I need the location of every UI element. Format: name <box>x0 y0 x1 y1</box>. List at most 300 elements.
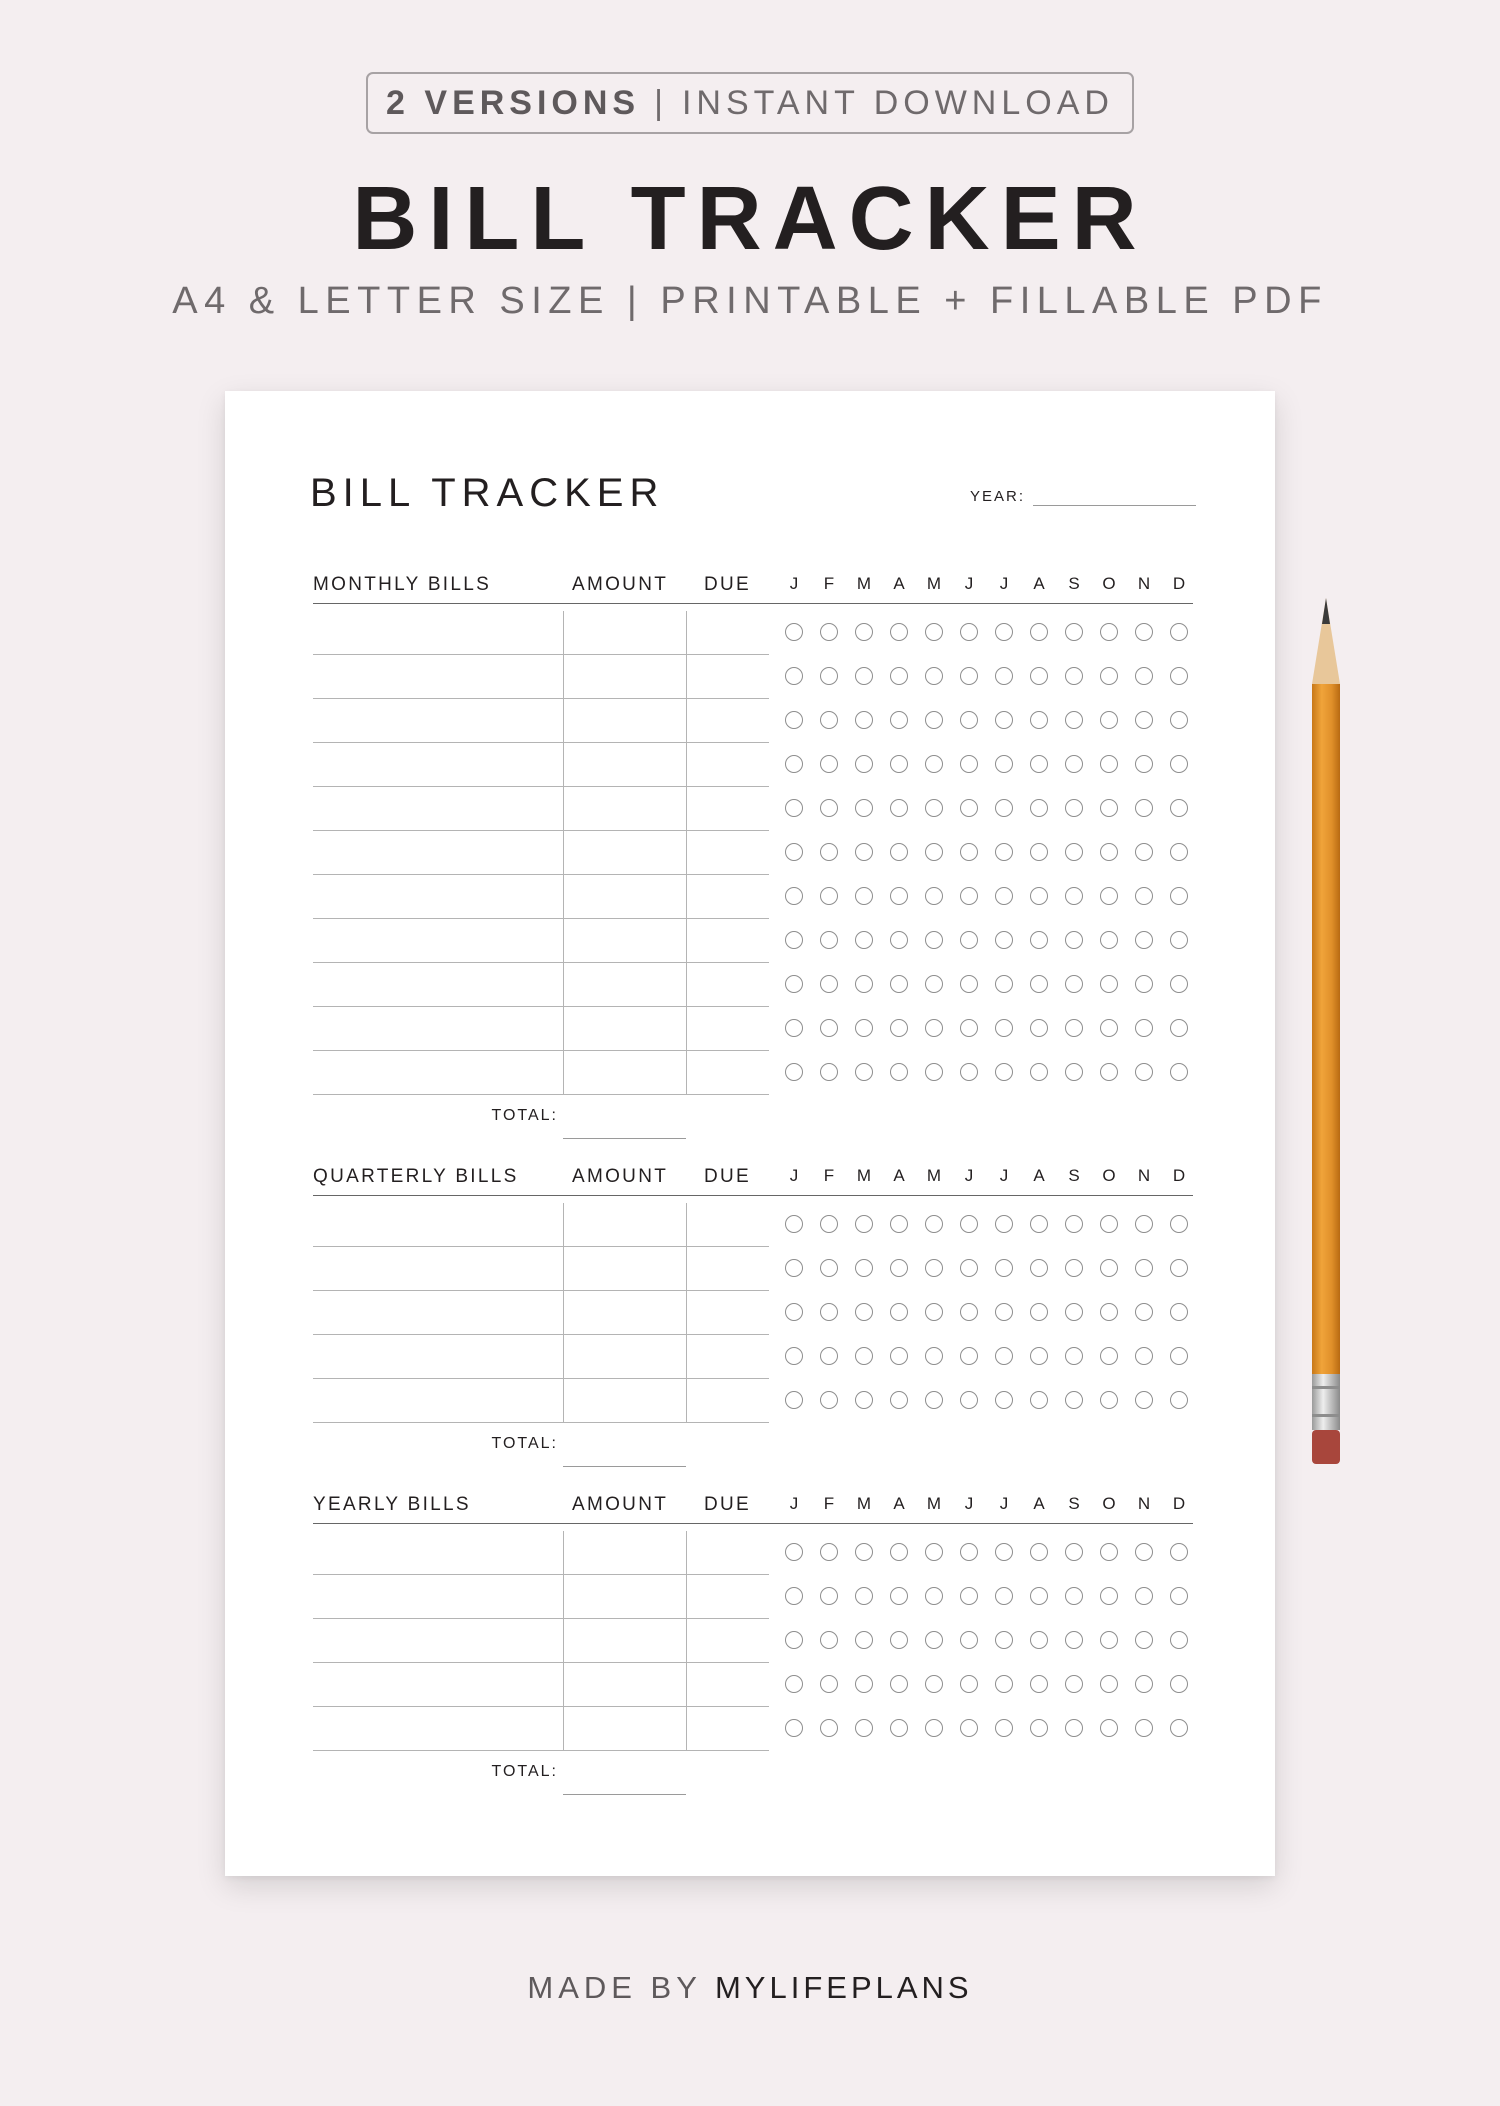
paid-checkbox[interactable] <box>1170 667 1188 685</box>
due-field[interactable] <box>687 1575 769 1619</box>
paid-checkbox[interactable] <box>890 931 908 949</box>
paid-checkbox[interactable] <box>960 887 978 905</box>
paid-checkbox[interactable] <box>1135 1063 1153 1081</box>
paid-checkbox[interactable] <box>925 755 943 773</box>
paid-checkbox[interactable] <box>1065 1019 1083 1037</box>
paid-checkbox[interactable] <box>890 623 908 641</box>
paid-checkbox[interactable] <box>785 1631 803 1649</box>
paid-checkbox[interactable] <box>820 1347 838 1365</box>
due-field[interactable] <box>687 655 769 699</box>
paid-checkbox[interactable] <box>1135 1587 1153 1605</box>
paid-checkbox[interactable] <box>785 623 803 641</box>
paid-checkbox[interactable] <box>855 843 873 861</box>
paid-checkbox[interactable] <box>925 1391 943 1409</box>
paid-checkbox[interactable] <box>1135 1631 1153 1649</box>
year-field[interactable] <box>1033 505 1196 506</box>
paid-checkbox[interactable] <box>995 1019 1013 1037</box>
paid-checkbox[interactable] <box>960 975 978 993</box>
amount-field[interactable] <box>563 1203 687 1247</box>
paid-checkbox[interactable] <box>1030 1259 1048 1277</box>
amount-field[interactable] <box>563 1619 687 1663</box>
paid-checkbox[interactable] <box>1135 623 1153 641</box>
paid-checkbox[interactable] <box>1100 1719 1118 1737</box>
amount-field[interactable] <box>563 1335 687 1379</box>
paid-checkbox[interactable] <box>890 1063 908 1081</box>
paid-checkbox[interactable] <box>960 1719 978 1737</box>
paid-checkbox[interactable] <box>960 1303 978 1321</box>
paid-checkbox[interactable] <box>1030 975 1048 993</box>
paid-checkbox[interactable] <box>1100 1631 1118 1649</box>
paid-checkbox[interactable] <box>1065 623 1083 641</box>
paid-checkbox[interactable] <box>1065 755 1083 773</box>
paid-checkbox[interactable] <box>820 887 838 905</box>
paid-checkbox[interactable] <box>785 1587 803 1605</box>
paid-checkbox[interactable] <box>960 623 978 641</box>
due-field[interactable] <box>687 743 769 787</box>
paid-checkbox[interactable] <box>1030 1719 1048 1737</box>
total-field[interactable] <box>563 1794 686 1795</box>
amount-field[interactable] <box>563 655 687 699</box>
paid-checkbox[interactable] <box>1030 667 1048 685</box>
paid-checkbox[interactable] <box>785 975 803 993</box>
amount-field[interactable] <box>563 1707 687 1751</box>
paid-checkbox[interactable] <box>995 1215 1013 1233</box>
paid-checkbox[interactable] <box>785 1303 803 1321</box>
bill-name-field[interactable] <box>313 743 563 787</box>
paid-checkbox[interactable] <box>890 711 908 729</box>
paid-checkbox[interactable] <box>1030 887 1048 905</box>
amount-field[interactable] <box>563 787 687 831</box>
due-field[interactable] <box>687 1291 769 1335</box>
paid-checkbox[interactable] <box>960 1019 978 1037</box>
paid-checkbox[interactable] <box>785 843 803 861</box>
due-field[interactable] <box>687 611 769 655</box>
paid-checkbox[interactable] <box>785 711 803 729</box>
paid-checkbox[interactable] <box>995 1675 1013 1693</box>
paid-checkbox[interactable] <box>1030 1543 1048 1561</box>
paid-checkbox[interactable] <box>925 1347 943 1365</box>
bill-name-field[interactable] <box>313 611 563 655</box>
paid-checkbox[interactable] <box>960 1063 978 1081</box>
paid-checkbox[interactable] <box>1065 1303 1083 1321</box>
paid-checkbox[interactable] <box>1030 1063 1048 1081</box>
paid-checkbox[interactable] <box>1065 667 1083 685</box>
paid-checkbox[interactable] <box>1135 1019 1153 1037</box>
paid-checkbox[interactable] <box>995 1543 1013 1561</box>
paid-checkbox[interactable] <box>820 1675 838 1693</box>
paid-checkbox[interactable] <box>1100 711 1118 729</box>
paid-checkbox[interactable] <box>855 887 873 905</box>
paid-checkbox[interactable] <box>1065 1631 1083 1649</box>
paid-checkbox[interactable] <box>1135 1719 1153 1737</box>
paid-checkbox[interactable] <box>1030 711 1048 729</box>
amount-field[interactable] <box>563 1379 687 1423</box>
paid-checkbox[interactable] <box>820 1259 838 1277</box>
paid-checkbox[interactable] <box>960 755 978 773</box>
total-field[interactable] <box>563 1138 686 1139</box>
paid-checkbox[interactable] <box>1135 1391 1153 1409</box>
paid-checkbox[interactable] <box>820 1631 838 1649</box>
paid-checkbox[interactable] <box>855 711 873 729</box>
paid-checkbox[interactable] <box>1100 975 1118 993</box>
paid-checkbox[interactable] <box>1135 667 1153 685</box>
paid-checkbox[interactable] <box>995 975 1013 993</box>
paid-checkbox[interactable] <box>1170 1063 1188 1081</box>
paid-checkbox[interactable] <box>1100 1391 1118 1409</box>
paid-checkbox[interactable] <box>1065 1587 1083 1605</box>
paid-checkbox[interactable] <box>925 1587 943 1605</box>
bill-name-field[interactable] <box>313 1619 563 1663</box>
paid-checkbox[interactable] <box>1065 1543 1083 1561</box>
bill-name-field[interactable] <box>313 1663 563 1707</box>
due-field[interactable] <box>687 919 769 963</box>
paid-checkbox[interactable] <box>890 1215 908 1233</box>
paid-checkbox[interactable] <box>820 931 838 949</box>
paid-checkbox[interactable] <box>1135 711 1153 729</box>
amount-field[interactable] <box>563 699 687 743</box>
paid-checkbox[interactable] <box>995 1391 1013 1409</box>
paid-checkbox[interactable] <box>1170 1347 1188 1365</box>
paid-checkbox[interactable] <box>995 887 1013 905</box>
paid-checkbox[interactable] <box>785 931 803 949</box>
paid-checkbox[interactable] <box>925 1303 943 1321</box>
paid-checkbox[interactable] <box>1065 799 1083 817</box>
amount-field[interactable] <box>563 743 687 787</box>
paid-checkbox[interactable] <box>855 1019 873 1037</box>
paid-checkbox[interactable] <box>1135 1347 1153 1365</box>
amount-field[interactable] <box>563 1663 687 1707</box>
paid-checkbox[interactable] <box>785 1719 803 1737</box>
paid-checkbox[interactable] <box>1135 843 1153 861</box>
bill-name-field[interactable] <box>313 1531 563 1575</box>
bill-name-field[interactable] <box>313 919 563 963</box>
paid-checkbox[interactable] <box>1170 1587 1188 1605</box>
paid-checkbox[interactable] <box>785 667 803 685</box>
paid-checkbox[interactable] <box>855 667 873 685</box>
paid-checkbox[interactable] <box>960 1347 978 1365</box>
paid-checkbox[interactable] <box>960 1391 978 1409</box>
paid-checkbox[interactable] <box>995 799 1013 817</box>
paid-checkbox[interactable] <box>1100 1303 1118 1321</box>
paid-checkbox[interactable] <box>1170 1019 1188 1037</box>
paid-checkbox[interactable] <box>1065 1259 1083 1277</box>
paid-checkbox[interactable] <box>1030 1631 1048 1649</box>
paid-checkbox[interactable] <box>785 1391 803 1409</box>
paid-checkbox[interactable] <box>1100 931 1118 949</box>
paid-checkbox[interactable] <box>1030 1215 1048 1233</box>
paid-checkbox[interactable] <box>925 1259 943 1277</box>
amount-field[interactable] <box>563 1291 687 1335</box>
amount-field[interactable] <box>563 611 687 655</box>
due-field[interactable] <box>687 1531 769 1575</box>
paid-checkbox[interactable] <box>1170 1391 1188 1409</box>
paid-checkbox[interactable] <box>1170 1719 1188 1737</box>
paid-checkbox[interactable] <box>1100 799 1118 817</box>
paid-checkbox[interactable] <box>1100 1215 1118 1233</box>
paid-checkbox[interactable] <box>820 1719 838 1737</box>
paid-checkbox[interactable] <box>1170 843 1188 861</box>
bill-name-field[interactable] <box>313 655 563 699</box>
amount-field[interactable] <box>563 1575 687 1619</box>
paid-checkbox[interactable] <box>855 623 873 641</box>
paid-checkbox[interactable] <box>1065 887 1083 905</box>
paid-checkbox[interactable] <box>855 1391 873 1409</box>
paid-checkbox[interactable] <box>1135 887 1153 905</box>
amount-field[interactable] <box>563 875 687 919</box>
paid-checkbox[interactable] <box>890 799 908 817</box>
paid-checkbox[interactable] <box>1100 1347 1118 1365</box>
paid-checkbox[interactable] <box>1135 975 1153 993</box>
paid-checkbox[interactable] <box>995 755 1013 773</box>
paid-checkbox[interactable] <box>785 1063 803 1081</box>
paid-checkbox[interactable] <box>995 711 1013 729</box>
paid-checkbox[interactable] <box>785 1543 803 1561</box>
paid-checkbox[interactable] <box>925 1631 943 1649</box>
paid-checkbox[interactable] <box>925 975 943 993</box>
paid-checkbox[interactable] <box>820 1215 838 1233</box>
due-field[interactable] <box>687 1051 769 1095</box>
paid-checkbox[interactable] <box>1065 711 1083 729</box>
paid-checkbox[interactable] <box>1135 755 1153 773</box>
paid-checkbox[interactable] <box>1170 887 1188 905</box>
paid-checkbox[interactable] <box>1100 1259 1118 1277</box>
paid-checkbox[interactable] <box>1170 975 1188 993</box>
due-field[interactable] <box>687 699 769 743</box>
bill-name-field[interactable] <box>313 1051 563 1095</box>
paid-checkbox[interactable] <box>890 667 908 685</box>
paid-checkbox[interactable] <box>890 975 908 993</box>
paid-checkbox[interactable] <box>1100 1063 1118 1081</box>
paid-checkbox[interactable] <box>1100 1019 1118 1037</box>
paid-checkbox[interactable] <box>1135 1259 1153 1277</box>
bill-name-field[interactable] <box>313 875 563 919</box>
total-field[interactable] <box>563 1466 686 1467</box>
paid-checkbox[interactable] <box>1170 755 1188 773</box>
due-field[interactable] <box>687 1335 769 1379</box>
paid-checkbox[interactable] <box>1030 1391 1048 1409</box>
paid-checkbox[interactable] <box>820 1587 838 1605</box>
paid-checkbox[interactable] <box>820 755 838 773</box>
amount-field[interactable] <box>563 963 687 1007</box>
paid-checkbox[interactable] <box>1065 1347 1083 1365</box>
bill-name-field[interactable] <box>313 1575 563 1619</box>
bill-name-field[interactable] <box>313 1335 563 1379</box>
paid-checkbox[interactable] <box>820 711 838 729</box>
paid-checkbox[interactable] <box>890 1347 908 1365</box>
paid-checkbox[interactable] <box>1170 1543 1188 1561</box>
paid-checkbox[interactable] <box>925 887 943 905</box>
paid-checkbox[interactable] <box>855 1543 873 1561</box>
paid-checkbox[interactable] <box>1135 1215 1153 1233</box>
bill-name-field[interactable] <box>313 699 563 743</box>
bill-name-field[interactable] <box>313 1007 563 1051</box>
paid-checkbox[interactable] <box>1065 1719 1083 1737</box>
paid-checkbox[interactable] <box>1170 931 1188 949</box>
paid-checkbox[interactable] <box>785 1675 803 1693</box>
paid-checkbox[interactable] <box>1065 975 1083 993</box>
paid-checkbox[interactable] <box>925 843 943 861</box>
paid-checkbox[interactable] <box>820 975 838 993</box>
paid-checkbox[interactable] <box>925 1019 943 1037</box>
paid-checkbox[interactable] <box>925 623 943 641</box>
paid-checkbox[interactable] <box>1065 1675 1083 1693</box>
paid-checkbox[interactable] <box>925 1719 943 1737</box>
paid-checkbox[interactable] <box>890 1259 908 1277</box>
paid-checkbox[interactable] <box>960 667 978 685</box>
due-field[interactable] <box>687 1663 769 1707</box>
paid-checkbox[interactable] <box>890 887 908 905</box>
paid-checkbox[interactable] <box>1170 1303 1188 1321</box>
paid-checkbox[interactable] <box>785 1019 803 1037</box>
paid-checkbox[interactable] <box>890 1543 908 1561</box>
due-field[interactable] <box>687 1619 769 1663</box>
paid-checkbox[interactable] <box>785 887 803 905</box>
paid-checkbox[interactable] <box>995 623 1013 641</box>
paid-checkbox[interactable] <box>855 1631 873 1649</box>
bill-name-field[interactable] <box>313 1707 563 1751</box>
paid-checkbox[interactable] <box>855 1259 873 1277</box>
paid-checkbox[interactable] <box>855 1347 873 1365</box>
paid-checkbox[interactable] <box>960 843 978 861</box>
paid-checkbox[interactable] <box>785 1215 803 1233</box>
paid-checkbox[interactable] <box>890 1303 908 1321</box>
paid-checkbox[interactable] <box>1030 1675 1048 1693</box>
due-field[interactable] <box>687 1379 769 1423</box>
paid-checkbox[interactable] <box>960 1259 978 1277</box>
paid-checkbox[interactable] <box>960 1215 978 1233</box>
amount-field[interactable] <box>563 919 687 963</box>
paid-checkbox[interactable] <box>960 1631 978 1649</box>
paid-checkbox[interactable] <box>1065 843 1083 861</box>
paid-checkbox[interactable] <box>995 931 1013 949</box>
amount-field[interactable] <box>563 1247 687 1291</box>
paid-checkbox[interactable] <box>925 667 943 685</box>
paid-checkbox[interactable] <box>1030 1019 1048 1037</box>
paid-checkbox[interactable] <box>995 1631 1013 1649</box>
paid-checkbox[interactable] <box>995 1719 1013 1737</box>
paid-checkbox[interactable] <box>855 1063 873 1081</box>
paid-checkbox[interactable] <box>890 1719 908 1737</box>
due-field[interactable] <box>687 1007 769 1051</box>
paid-checkbox[interactable] <box>855 1303 873 1321</box>
bill-name-field[interactable] <box>313 1203 563 1247</box>
paid-checkbox[interactable] <box>1100 887 1118 905</box>
paid-checkbox[interactable] <box>785 1259 803 1277</box>
paid-checkbox[interactable] <box>1170 1215 1188 1233</box>
paid-checkbox[interactable] <box>925 931 943 949</box>
paid-checkbox[interactable] <box>890 1587 908 1605</box>
bill-name-field[interactable] <box>313 1379 563 1423</box>
paid-checkbox[interactable] <box>960 1675 978 1693</box>
paid-checkbox[interactable] <box>960 799 978 817</box>
paid-checkbox[interactable] <box>995 1587 1013 1605</box>
paid-checkbox[interactable] <box>855 799 873 817</box>
due-field[interactable] <box>687 1247 769 1291</box>
bill-name-field[interactable] <box>313 963 563 1007</box>
due-field[interactable] <box>687 1203 769 1247</box>
paid-checkbox[interactable] <box>820 799 838 817</box>
amount-field[interactable] <box>563 831 687 875</box>
paid-checkbox[interactable] <box>785 1347 803 1365</box>
paid-checkbox[interactable] <box>960 711 978 729</box>
paid-checkbox[interactable] <box>1030 1303 1048 1321</box>
due-field[interactable] <box>687 1707 769 1751</box>
paid-checkbox[interactable] <box>995 1347 1013 1365</box>
paid-checkbox[interactable] <box>890 1675 908 1693</box>
paid-checkbox[interactable] <box>1065 1215 1083 1233</box>
paid-checkbox[interactable] <box>855 975 873 993</box>
paid-checkbox[interactable] <box>1135 799 1153 817</box>
paid-checkbox[interactable] <box>1170 623 1188 641</box>
paid-checkbox[interactable] <box>1030 1347 1048 1365</box>
paid-checkbox[interactable] <box>890 843 908 861</box>
paid-checkbox[interactable] <box>855 1675 873 1693</box>
paid-checkbox[interactable] <box>1030 799 1048 817</box>
paid-checkbox[interactable] <box>1065 931 1083 949</box>
paid-checkbox[interactable] <box>855 1215 873 1233</box>
paid-checkbox[interactable] <box>1100 623 1118 641</box>
paid-checkbox[interactable] <box>1100 755 1118 773</box>
paid-checkbox[interactable] <box>1170 1259 1188 1277</box>
paid-checkbox[interactable] <box>820 1303 838 1321</box>
paid-checkbox[interactable] <box>1135 931 1153 949</box>
paid-checkbox[interactable] <box>1170 799 1188 817</box>
paid-checkbox[interactable] <box>925 1675 943 1693</box>
paid-checkbox[interactable] <box>785 755 803 773</box>
due-field[interactable] <box>687 831 769 875</box>
paid-checkbox[interactable] <box>925 1063 943 1081</box>
paid-checkbox[interactable] <box>820 1391 838 1409</box>
paid-checkbox[interactable] <box>855 755 873 773</box>
paid-checkbox[interactable] <box>925 799 943 817</box>
paid-checkbox[interactable] <box>960 931 978 949</box>
paid-checkbox[interactable] <box>820 1063 838 1081</box>
due-field[interactable] <box>687 787 769 831</box>
paid-checkbox[interactable] <box>925 1215 943 1233</box>
paid-checkbox[interactable] <box>1135 1675 1153 1693</box>
paid-checkbox[interactable] <box>1170 711 1188 729</box>
paid-checkbox[interactable] <box>1030 755 1048 773</box>
paid-checkbox[interactable] <box>995 843 1013 861</box>
paid-checkbox[interactable] <box>995 667 1013 685</box>
paid-checkbox[interactable] <box>1135 1303 1153 1321</box>
amount-field[interactable] <box>563 1007 687 1051</box>
paid-checkbox[interactable] <box>1100 1587 1118 1605</box>
amount-field[interactable] <box>563 1531 687 1575</box>
paid-checkbox[interactable] <box>995 1303 1013 1321</box>
paid-checkbox[interactable] <box>925 1543 943 1561</box>
paid-checkbox[interactable] <box>1135 1543 1153 1561</box>
paid-checkbox[interactable] <box>960 1587 978 1605</box>
paid-checkbox[interactable] <box>960 1543 978 1561</box>
paid-checkbox[interactable] <box>1030 931 1048 949</box>
paid-checkbox[interactable] <box>890 1631 908 1649</box>
paid-checkbox[interactable] <box>820 1543 838 1561</box>
paid-checkbox[interactable] <box>1065 1063 1083 1081</box>
paid-checkbox[interactable] <box>995 1063 1013 1081</box>
amount-field[interactable] <box>563 1051 687 1095</box>
bill-name-field[interactable] <box>313 831 563 875</box>
paid-checkbox[interactable] <box>1100 1543 1118 1561</box>
bill-name-field[interactable] <box>313 787 563 831</box>
paid-checkbox[interactable] <box>820 843 838 861</box>
paid-checkbox[interactable] <box>1100 843 1118 861</box>
bill-name-field[interactable] <box>313 1291 563 1335</box>
paid-checkbox[interactable] <box>1030 843 1048 861</box>
paid-checkbox[interactable] <box>820 623 838 641</box>
paid-checkbox[interactable] <box>785 799 803 817</box>
paid-checkbox[interactable] <box>890 1019 908 1037</box>
